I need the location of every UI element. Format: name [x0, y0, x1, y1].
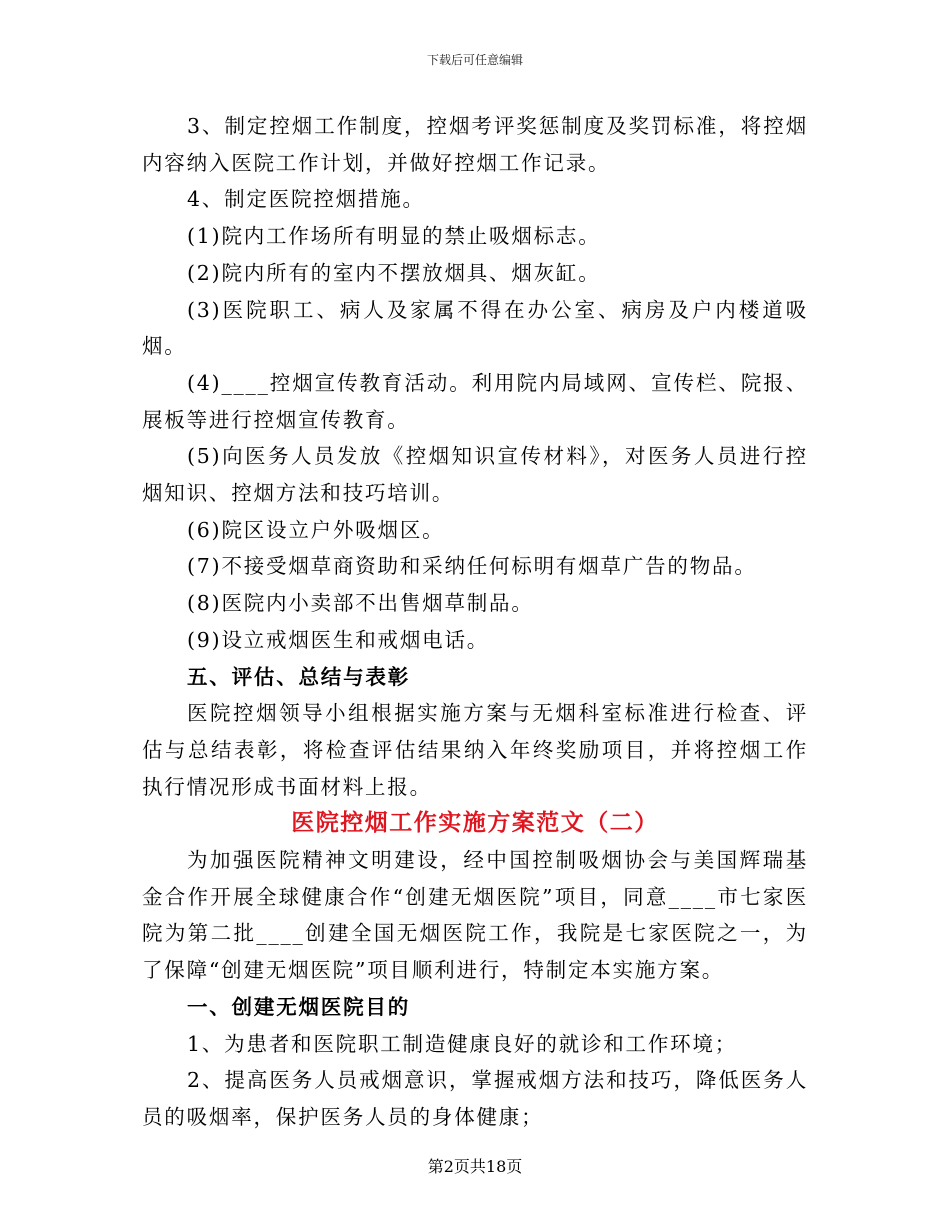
paragraph-measures-heading: 4、制定医院控烟措施。 [187, 187, 425, 212]
document-body [142, 108, 808, 1136]
list-item-7: (7)不接受烟草商资助和采纳任何标明有烟草广告的物品。 [187, 554, 757, 579]
purpose-item-1: 1、为患者和医院职工制造健康良好的就诊和工作环境； [187, 1031, 738, 1056]
section-heading-evaluation: 五、评估、总结与表彰 [187, 664, 410, 689]
paragraph-introduction: 为加强医院精神文明建设，经中国控制吸烟协会与美国辉瑞基金合作开展全球健康合作“创建无烟医院”项目，同意____市七家医院为第二批____创建全国无烟医院工作，我院是七家医院之一，为了保障“创建无烟医院”项目顺利进行，特制定本实施方案。 [142, 848, 808, 983]
list-item-6: (6)院区设立户外吸烟区。 [187, 517, 445, 542]
list-item-9: (9)设立戒烟医生和戒烟电话。 [187, 627, 490, 652]
paragraph-control-system: 3、制定控烟工作制度，控烟考评奖惩制度及奖罚标准，将控烟内容纳入医院工作计划，并做好控烟工作记录。 [142, 114, 808, 175]
list-item-1: (1)院内工作场所有明显的禁止吸烟标志。 [187, 224, 601, 249]
document-title-part-two: 医院控烟工作实施方案范文（二） [291, 809, 659, 837]
page-number: 第2页共18页 [427, 1157, 523, 1176]
paragraph-evaluation: 医院控烟领导小组根据实施方案与无烟科室标准进行检查、评估与总结表彰，将检查评估结果纳入年终奖励项目，并将控烟工作执行情况形成书面材料上报。 [142, 701, 808, 799]
list-item-8: (8)医院内小卖部不出售烟草制品。 [187, 591, 534, 616]
list-item-4: (4)____控烟宣传教育活动。利用院内局域网、宣传栏、院报、展板等进行控烟宣传教育。 [142, 370, 808, 432]
page-header: 下载后可任意编辑 [426, 53, 523, 67]
list-item-2: (2)院内所有的室内不摆放烟具、烟灰缸。 [187, 260, 601, 285]
list-item-3: (3)医院职工、病人及家属不得在办公室、病房及户内楼道吸烟。 [142, 297, 808, 359]
list-item-5: (5)向医务人员发放《控烟知识宣传材料》，对医务人员进行控烟知识、控烟方法和技巧培训。 [142, 444, 808, 506]
section-heading-purpose: 一、创建无烟医院目的 [187, 994, 410, 1019]
purpose-item-2: 2、提高医务人员戒烟意识，掌握戒烟方法和技巧，降低医务人员的吸烟率，保护医务人员的身体健康； [142, 1068, 808, 1129]
